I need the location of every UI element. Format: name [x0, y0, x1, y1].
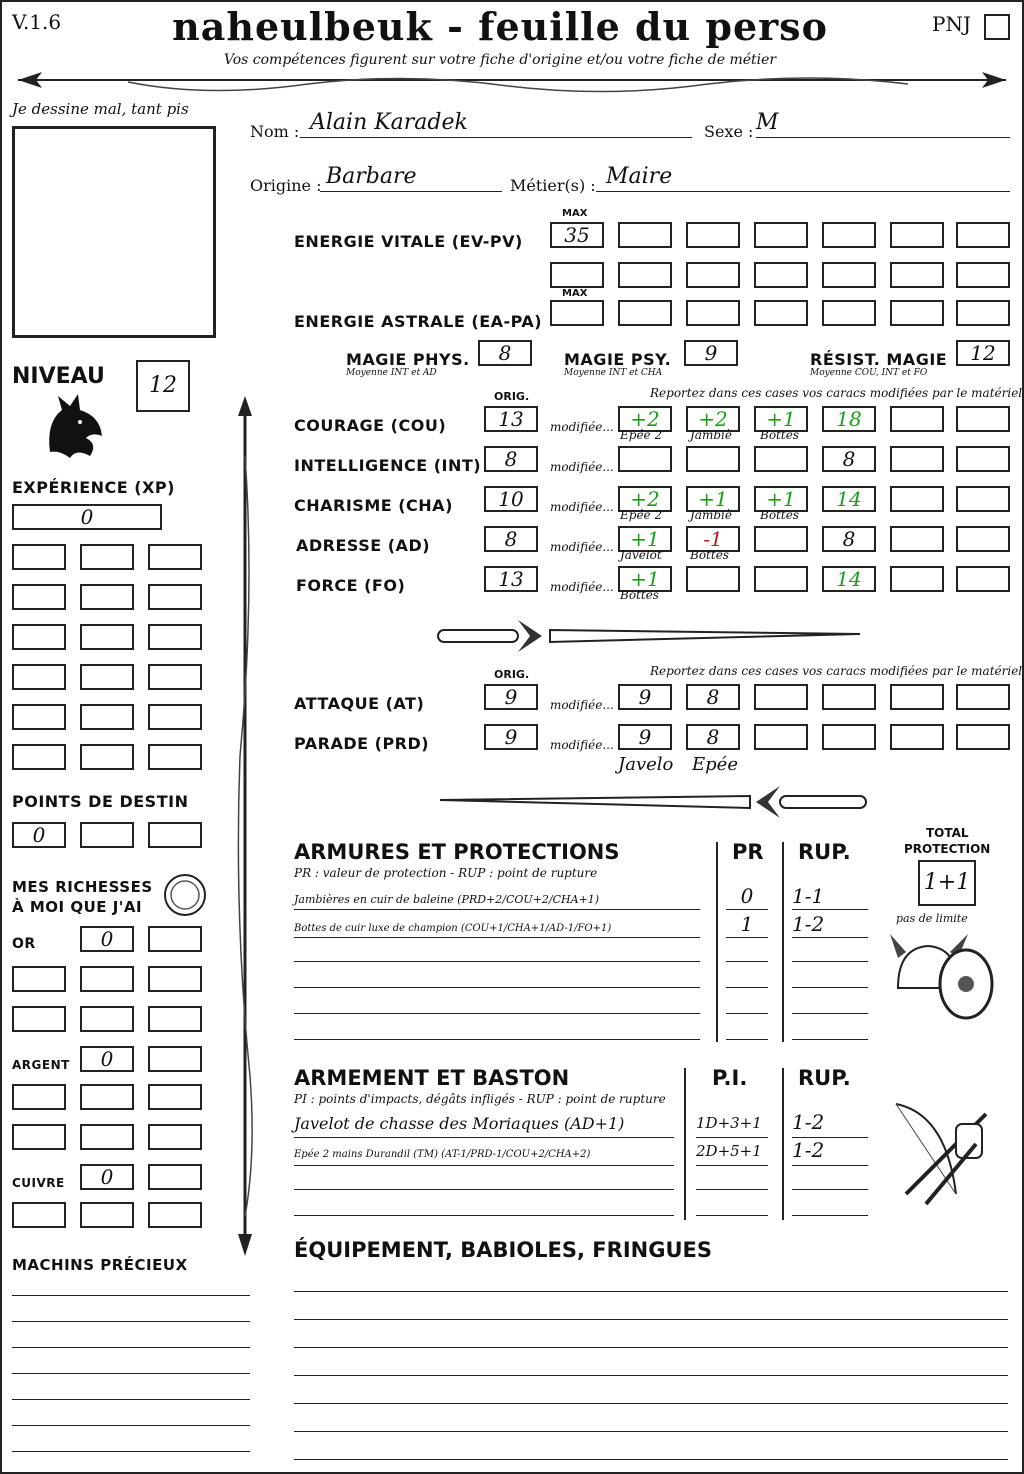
carac-final-cell[interactable]: 8	[822, 446, 876, 472]
armure-row[interactable]	[294, 992, 700, 1014]
armure-name: Jambières en cuir de baleine (PRD+2/COU+2/CHA+1)	[294, 893, 600, 906]
arme-name: Javelot de chasse des Moriaques (AD+1)	[294, 1114, 625, 1133]
arme-row[interactable]	[294, 1194, 674, 1216]
equipement-line[interactable]	[294, 1418, 1008, 1432]
xp-cell[interactable]	[148, 544, 202, 570]
xp-cell[interactable]	[80, 544, 134, 570]
at-label: ATTAQUE (AT)	[294, 694, 425, 713]
carac-orig-cell[interactable]: 8	[484, 526, 538, 552]
ev-cell[interactable]	[956, 222, 1010, 248]
carac-final-cell[interactable]: 8	[822, 526, 876, 552]
carac-mod-cell[interactable]	[686, 446, 740, 472]
xp-cell[interactable]	[148, 584, 202, 610]
xp-cell[interactable]	[12, 664, 66, 690]
metier-label: Métier(s) :	[510, 176, 596, 195]
argent-cell[interactable]	[80, 1124, 134, 1150]
ev-cell[interactable]	[822, 262, 876, 288]
xp-cell[interactable]	[80, 704, 134, 730]
cuivre-cell[interactable]	[80, 1202, 134, 1228]
cuivre-cell[interactable]	[148, 1202, 202, 1228]
armures-divider	[716, 842, 718, 1042]
equipement-line[interactable]	[294, 1306, 1008, 1320]
armure-rup[interactable]	[792, 940, 868, 962]
carac-final-cell[interactable]: 14	[822, 486, 876, 512]
equipement-title: ÉQUIPEMENT, BABIOLES, FRINGUES	[294, 1238, 712, 1262]
ea-label: ENERGIE ASTRALE (EA-PA)	[294, 312, 543, 331]
prd-orig-cell[interactable]: 9	[484, 724, 538, 750]
carac-orig-cell[interactable]: 13	[484, 566, 538, 592]
header-ornament	[8, 68, 1016, 96]
metier-field[interactable]	[596, 164, 1010, 192]
xp-cell[interactable]	[12, 584, 66, 610]
modifie-label: modifiée...	[550, 460, 614, 474]
carac-orig-cell[interactable]: 13	[484, 406, 538, 432]
modifie-label: modifiée...	[550, 580, 614, 594]
xp-cell[interactable]	[12, 704, 66, 730]
or-cell[interactable]	[80, 966, 134, 992]
destin-cell[interactable]: 0	[12, 822, 66, 848]
ea-cell[interactable]	[754, 300, 808, 326]
carac-orig-cell[interactable]: 10	[484, 486, 538, 512]
at-cell[interactable]: 9	[618, 684, 672, 710]
xp-cell[interactable]	[148, 624, 202, 650]
arme-row[interactable]	[294, 1142, 674, 1166]
xp-cell[interactable]	[148, 704, 202, 730]
coin-icon	[162, 872, 208, 918]
armement-divider	[684, 1068, 686, 1220]
argent-cell[interactable]	[12, 1084, 66, 1110]
carac-mod-cell[interactable]	[686, 566, 740, 592]
carac-cell[interactable]	[890, 446, 944, 472]
ea-max-cell[interactable]	[550, 300, 604, 326]
ev-cell[interactable]	[550, 262, 604, 288]
origine-label: Origine :	[250, 176, 322, 195]
metier-value: Maire	[606, 164, 673, 189]
pnj-checkbox[interactable]	[984, 14, 1010, 40]
combat-report-note: Reportez dans ces cases vos caracs modifiées par le matériel	[650, 664, 1023, 678]
prd-cell[interactable]	[956, 724, 1010, 750]
carac-label: CHARISME (CHA)	[294, 496, 453, 515]
carac-mod-cell[interactable]: -1	[686, 526, 740, 552]
carac-final-cell[interactable]: 14	[822, 566, 876, 592]
machins-line[interactable]	[12, 1360, 250, 1374]
carac-mod-cell[interactable]: +1	[618, 526, 672, 552]
xp-label: EXPÉRIENCE (XP)	[12, 478, 175, 497]
arme-name: Epée 2 mains Durandil (TM) (AT-1/PRD-1/COU+2/CHA+2)	[294, 1149, 591, 1160]
at-cell[interactable]	[956, 684, 1010, 710]
carac-final-cell[interactable]: 18	[822, 406, 876, 432]
richesses-label-1: MES RICHESSES	[12, 878, 153, 896]
arme-row[interactable]	[294, 1114, 674, 1138]
destin-cell[interactable]	[148, 822, 202, 848]
armures-title: ARMURES ET PROTECTIONS	[294, 840, 620, 864]
sexe-label: Sexe :	[704, 122, 754, 141]
machins-line[interactable]	[12, 1386, 250, 1400]
ev-max-cell[interactable]: 35	[550, 222, 604, 248]
ev-cell[interactable]	[890, 222, 944, 248]
or-cell[interactable]	[12, 1006, 66, 1032]
modifie-label: modifiée...	[550, 738, 614, 752]
magie-psy-label: MAGIE PSY.	[564, 350, 672, 369]
xp-cell[interactable]	[80, 664, 134, 690]
at-cell[interactable]: 8	[686, 684, 740, 710]
origine-value: Barbare	[326, 164, 417, 189]
equipement-line[interactable]	[294, 1446, 1008, 1460]
xp-cell[interactable]	[12, 744, 66, 770]
machins-line[interactable]	[12, 1334, 250, 1348]
mod-note: Jambiè	[690, 428, 732, 442]
total-note: pas de limite	[896, 912, 968, 925]
carac-label: INTELLIGENCE (INT)	[294, 456, 482, 475]
mod-note: Jambiè	[690, 508, 732, 522]
page-title: naheulbeuk - feuille du perso	[172, 4, 828, 49]
ev-cell[interactable]	[618, 262, 672, 288]
or-cell[interactable]	[80, 1006, 134, 1032]
magie-psy-note: Moyenne INT et CHA	[564, 368, 663, 378]
prd-label: PARADE (PRD)	[294, 734, 430, 753]
arme-rup[interactable]: 1-2	[792, 1110, 868, 1138]
mod-note: Epée 2	[620, 508, 663, 522]
armure-rup[interactable]	[792, 992, 868, 1014]
magie-psy-cell[interactable]: 9	[684, 340, 738, 366]
sexe-field[interactable]	[756, 110, 1010, 138]
caracs-report-note: Reportez dans ces cases vos caracs modifiées par le matériel	[650, 386, 1023, 400]
xp-cell[interactable]	[80, 624, 134, 650]
xp-cell[interactable]	[12, 624, 66, 650]
ea-cell[interactable]	[686, 300, 740, 326]
prd-cell[interactable]	[754, 724, 808, 750]
arme-pi[interactable]: 2D+5+1	[696, 1142, 768, 1166]
ev-cell[interactable]	[956, 262, 1010, 288]
armement-note: PI : points d'impacts, dégâts infligés - RUP : point de rupture	[294, 1092, 666, 1106]
or-cell[interactable]	[12, 966, 66, 992]
resist-magie-cell[interactable]: 12	[956, 340, 1010, 366]
xp-cell[interactable]	[12, 544, 66, 570]
carac-label: FORCE (FO)	[296, 576, 406, 595]
origine-field[interactable]	[320, 164, 502, 192]
ev-cell[interactable]	[686, 222, 740, 248]
argent-cell[interactable]: 0	[80, 1046, 134, 1072]
total-protection-cell[interactable]: 1+1	[918, 860, 976, 906]
ev-max-label: MAX	[562, 208, 588, 219]
or-cell[interactable]	[148, 926, 202, 952]
ev-label: ENERGIE VITALE (EV-PV)	[294, 232, 523, 251]
portrait-box[interactable]	[12, 126, 216, 338]
machins-line[interactable]	[12, 1438, 250, 1452]
armure-row[interactable]	[294, 940, 700, 962]
carac-cell[interactable]	[956, 486, 1010, 512]
modifie-label: modifiée...	[550, 500, 614, 514]
sword-icon	[430, 780, 874, 826]
arme-rup[interactable]: 1-2	[792, 1138, 868, 1166]
ev-cell[interactable]	[822, 222, 876, 248]
prd-cell[interactable]	[890, 724, 944, 750]
mod-note: Bottes	[690, 548, 729, 562]
xp-cell[interactable]	[80, 584, 134, 610]
niveau-cell[interactable]: 12	[136, 360, 190, 412]
mod-note: Bottes	[620, 588, 659, 602]
arme-rup[interactable]	[792, 1168, 868, 1190]
argent-cell[interactable]	[12, 1124, 66, 1150]
xp-cell[interactable]	[80, 744, 134, 770]
carac-cell[interactable]	[890, 526, 944, 552]
armure-rup[interactable]	[792, 1018, 868, 1040]
at-cell[interactable]	[822, 684, 876, 710]
at-orig-cell[interactable]: 9	[484, 684, 538, 710]
machins-label: MACHINS PRÉCIEUX	[12, 1256, 188, 1274]
carac-orig-cell[interactable]: 8	[484, 446, 538, 472]
armement-divider	[782, 1068, 784, 1220]
page-subtitle: Vos compétences figurent sur votre fiche d'origine et/ou votre fiche de métier	[223, 52, 777, 68]
armement-title: ARMEMENT ET BASTON	[294, 1066, 570, 1090]
arme-row[interactable]	[294, 1168, 674, 1190]
carac-cell[interactable]	[956, 526, 1010, 552]
rup-header: RUP.	[798, 1066, 851, 1090]
ea-cell[interactable]	[890, 300, 944, 326]
ea-cell[interactable]	[956, 300, 1010, 326]
or-cell[interactable]: 0	[80, 926, 134, 952]
or-cell[interactable]	[148, 1006, 202, 1032]
ev-cell[interactable]	[618, 222, 672, 248]
ev-cell[interactable]	[754, 262, 808, 288]
carac-mod-cell[interactable]: +2	[618, 486, 672, 512]
total-label-2: PROTECTION	[904, 842, 991, 856]
carac-mod-cell[interactable]	[754, 526, 808, 552]
argent-cell[interactable]	[148, 1046, 202, 1072]
carac-mod-cell[interactable]: +1	[618, 566, 672, 592]
modifie-label: modifiée...	[550, 698, 614, 712]
armure-name: Bottes de cuir luxe de champion (COU+1/CHA+1/AD-1/FO+1)	[294, 923, 612, 934]
weapon-note: Epée	[692, 754, 738, 775]
carac-cell[interactable]	[956, 566, 1010, 592]
carac-cell[interactable]	[890, 486, 944, 512]
armure-pr[interactable]: 0	[726, 884, 768, 910]
cuivre-cell[interactable]	[148, 1164, 202, 1190]
at-cell[interactable]	[890, 684, 944, 710]
orig-label: ORIG.	[494, 390, 530, 403]
magie-phys-cell[interactable]: 8	[478, 340, 532, 366]
richesses-label-2: À MOI QUE J'AI	[12, 898, 143, 916]
xp-cell[interactable]: 0	[12, 504, 162, 530]
dragon-icon	[40, 392, 106, 462]
armure-pr[interactable]	[726, 940, 768, 962]
weapons-icon	[886, 1094, 1006, 1214]
nom-value: Alain Karadek	[310, 110, 468, 135]
destin-cell[interactable]	[80, 822, 134, 848]
magie-phys-note: Moyenne INT et AD	[346, 368, 437, 378]
carac-cell[interactable]	[956, 446, 1010, 472]
portrait-caption: Je dessine mal, tant pis	[12, 100, 189, 118]
total-label-1: TOTAL	[926, 826, 969, 840]
carac-label: ADRESSE (AD)	[296, 536, 431, 555]
nom-field[interactable]	[300, 110, 692, 138]
prd-cell[interactable]: 9	[618, 724, 672, 750]
arme-pi[interactable]: 1D+3+1	[696, 1114, 768, 1138]
machins-line[interactable]	[12, 1282, 250, 1296]
at-cell[interactable]	[754, 684, 808, 710]
equipement-line[interactable]	[294, 1362, 1008, 1376]
pnj-label: PNJ	[932, 12, 971, 36]
arme-pi[interactable]	[696, 1194, 768, 1216]
argent-label: ARGENT	[12, 1058, 70, 1072]
destin-label: POINTS DE DESTIN	[12, 792, 189, 811]
armure-row[interactable]	[294, 888, 700, 910]
carac-mod-cell[interactable]	[754, 446, 808, 472]
ea-max-label: MAX	[562, 288, 588, 299]
carac-mod-cell[interactable]: +2	[686, 406, 740, 432]
or-cell[interactable]	[148, 966, 202, 992]
carac-mod-cell[interactable]: +1	[686, 486, 740, 512]
carac-cell[interactable]	[956, 406, 1010, 432]
carac-mod-cell[interactable]	[618, 446, 672, 472]
nom-label: Nom :	[250, 122, 300, 141]
niveau-label: NIVEAU	[12, 364, 105, 389]
arme-pi[interactable]	[696, 1168, 768, 1190]
mod-note: Javelot	[620, 548, 662, 562]
armure-row[interactable]	[294, 1018, 700, 1040]
combat-orig-label: ORIG.	[494, 668, 530, 681]
argent-cell[interactable]	[148, 1084, 202, 1110]
armures-divider	[782, 842, 784, 1042]
equipement-line[interactable]	[294, 1390, 1008, 1404]
sexe-value: M	[756, 110, 779, 135]
mod-note: Bottes	[760, 508, 799, 522]
cuivre-cell[interactable]: 0	[80, 1164, 134, 1190]
armure-row[interactable]	[294, 916, 700, 938]
rup-header: RUP.	[798, 840, 851, 864]
resist-magie-note: Moyenne COU, INT et FO	[810, 368, 928, 378]
carac-mod-cell[interactable]: +1	[754, 486, 808, 512]
staff-icon	[230, 396, 260, 1256]
ea-cell[interactable]	[618, 300, 672, 326]
prd-cell[interactable]	[822, 724, 876, 750]
mod-note: Bottes	[760, 428, 799, 442]
armure-pr[interactable]: 1	[726, 912, 768, 938]
mod-note: Epée 2	[620, 428, 663, 442]
xp-cell[interactable]	[148, 744, 202, 770]
weapon-note: Javelo	[618, 754, 674, 775]
arme-rup[interactable]	[792, 1194, 868, 1216]
cuivre-label: CUIVRE	[12, 1176, 65, 1190]
carac-mod-cell[interactable]: +2	[618, 406, 672, 432]
equipement-line[interactable]	[294, 1278, 1008, 1292]
resist-magie-label: RÉSIST. MAGIE	[810, 350, 948, 369]
or-label: OR	[12, 936, 36, 952]
equipement-line[interactable]	[294, 1334, 1008, 1348]
armure-rup[interactable]: 1-1	[792, 884, 868, 910]
armure-row[interactable]	[294, 966, 700, 988]
armure-pr[interactable]	[726, 966, 768, 988]
armures-note: PR : valeur de protection - RUP : point de rupture	[294, 866, 598, 880]
argent-cell[interactable]	[148, 1124, 202, 1150]
argent-cell[interactable]	[80, 1084, 134, 1110]
helmet-shield-icon	[888, 928, 998, 1028]
carac-mod-cell[interactable]: +1	[754, 406, 808, 432]
carac-mod-cell[interactable]	[754, 566, 808, 592]
carac-cell[interactable]	[890, 566, 944, 592]
ev-cell[interactable]	[890, 262, 944, 288]
ea-cell[interactable]	[822, 300, 876, 326]
ev-cell[interactable]	[754, 222, 808, 248]
pr-header: PR	[732, 840, 764, 864]
pi-header: P.I.	[712, 1066, 748, 1090]
armure-rup[interactable]: 1-2	[792, 912, 868, 938]
machins-line[interactable]	[12, 1308, 250, 1322]
cuivre-cell[interactable]	[12, 1202, 66, 1228]
magie-phys-label: MAGIE PHYS.	[346, 350, 470, 369]
carac-label: COURAGE (COU)	[294, 416, 447, 435]
machins-line[interactable]	[12, 1412, 250, 1426]
armure-pr[interactable]	[726, 992, 768, 1014]
prd-cell[interactable]: 8	[686, 724, 740, 750]
armure-pr[interactable]	[726, 1018, 768, 1040]
carac-cell[interactable]	[890, 406, 944, 432]
sword-icon	[430, 614, 874, 660]
armure-rup[interactable]	[792, 966, 868, 988]
version-label: V.1.6	[12, 10, 62, 34]
ev-cell[interactable]	[686, 262, 740, 288]
xp-cell[interactable]	[148, 664, 202, 690]
modifie-label: modifiée...	[550, 420, 614, 434]
modifie-label: modifiée...	[550, 540, 614, 554]
